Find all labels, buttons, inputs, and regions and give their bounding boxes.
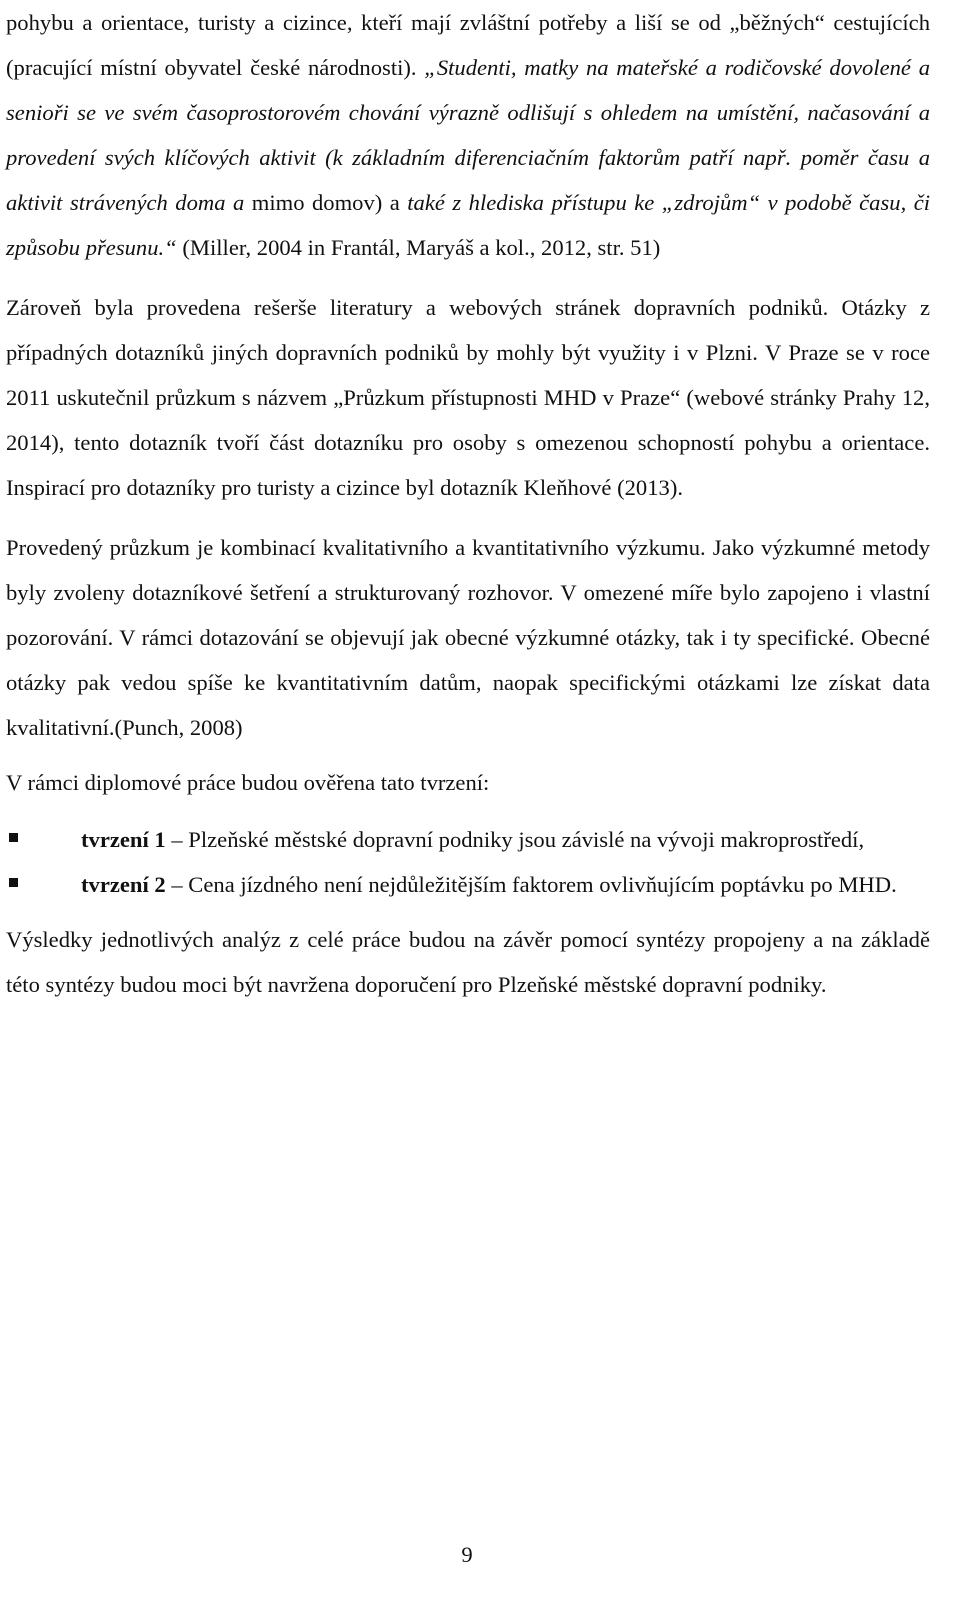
paragraph-conclusion: Výsledky jednotlivých analýz z celé práce budou na závěr pomocí syntézy propojeny a na základě této syntézy budou moci být navržena doporučení pro Plzeňské městské dopravní podniky. [6, 927, 930, 997]
list-item [6, 817, 930, 862]
claims-list [6, 817, 930, 907]
claim-text: – Plzeňské městské dopravní podniky jsou závislé na vývoji makroprostředí, [165, 827, 865, 852]
list-item [6, 862, 930, 907]
claim-label: tvrzení 2 [81, 872, 166, 897]
quote-text-2: také z hlediska přístupu ke „zdrojům“ v podobě času, či způsobu přesunu.“ [6, 190, 931, 260]
square-bullet-icon [9, 878, 18, 887]
intro-text: pohybu a orientace, turisty a cizince, kteří mají zvláštní potřeby a liší se od „běžných“ cestujících (pracující místní obyvatel české národnosti). [6, 10, 930, 80]
citation: (Miller, 2004 in Frantál, Maryáš a kol., 2012, str. 51) [176, 235, 661, 260]
quote-text-1: „Studenti, matky na mateřské a rodičovské dovolené a senioři se ve svém časoprostorovém chování výrazně odlišují s ohledem na umístění, načasování a provedení svých klíčových aktivit (k základním diferenciačním faktorům patří např. poměr času a aktivit strávených doma a [6, 55, 930, 215]
square-bullet-icon [9, 833, 18, 842]
paragraph-intro [6, 0, 930, 270]
claim-label: tvrzení 1 [81, 827, 166, 852]
page-number: 9 [461, 1542, 473, 1567]
intro-text-mid: mimo domov) a [244, 190, 408, 215]
paragraph-claims-intro: V rámci diplomové práce budou ověřena tato tvrzení: [6, 770, 490, 795]
paragraph-methods: Provedený průzkum je kombinací kvalitativního a kvantitativního výzkumu. Jako výzkumné metody byly zvoleny dotazníkové šetření a strukturovaný rozhovor. V omezené míře bylo zapojeno i vlastní pozorování. V rámci dotazování se objevují jak obecné výzkumné otázky, tak i ty specifické. Obecné otázky pak vedou spíše ke kvantitativním datům, naopak specifickými otázkami lze získat data kvalitativní.(Punch, 2008) [6, 535, 930, 740]
document-page [6, 0, 930, 1007]
claim-text: – Cena jízdného není nejdůležitějším faktorem ovlivňujícím poptávku po MHD. [165, 872, 897, 897]
paragraph-research: Zároveň byla provedena rešerše literatury a webových stránek dopravních podniků. Otázky z případných dotazníků jiných dopravních podniků by mohly být využity i v Plzni. V Praze se v roce 2011 uskutečnil průzkum s názvem „Průzkum přístupnosti MHD v Praze“ (webové stránky Prahy 12, 2014), tento dotazník tvoří část dotazníku pro osoby s omezenou schopností pohybu a orientace. Inspirací pro dotazníky pro turisty a cizince byl dotazník Kleňhové (2013). [6, 295, 930, 500]
